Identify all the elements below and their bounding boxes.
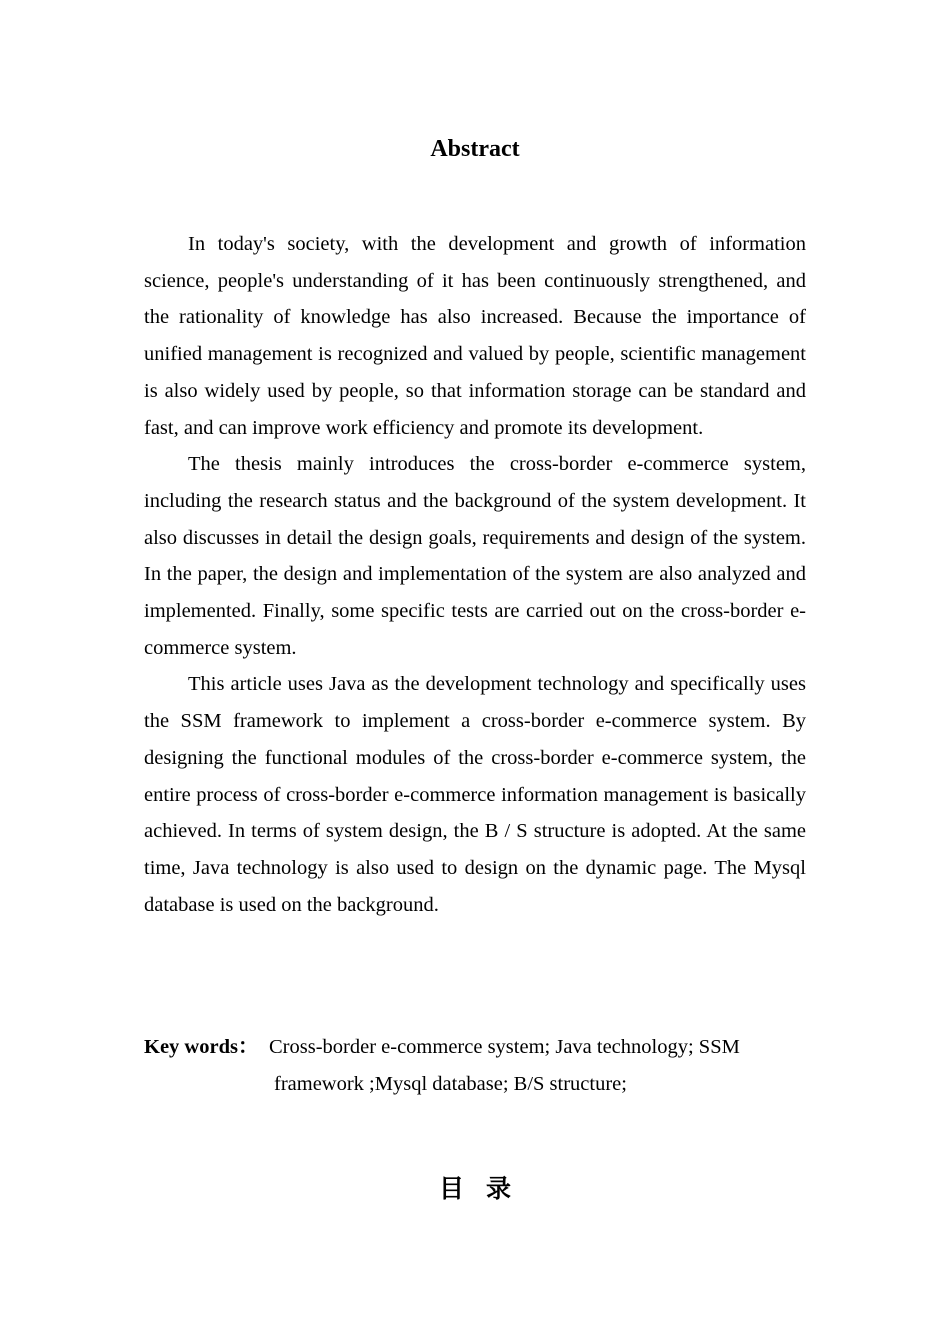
- table-of-contents-title: 目录: [438, 1174, 533, 1203]
- keywords-line-1: Cross-border e-commerce system; Java technology; SSM: [269, 1036, 740, 1058]
- keywords-line-2: framework ;Mysql database; B/S structure;: [274, 1072, 627, 1095]
- abstract-paragraph-3: This article uses Java as the development technology and specifically uses the SSM framework to implement a cross-border e-commerce system. By designing the functional modules of the cross-border e-commerce system, the entire process of cross-border e-commerce information management is basically achieved. In terms of system design, the B / S structure is adopted. At the same time, Java technology is also used to design on the dynamic page. The Mysql database is used on the background.: [144, 673, 806, 916]
- abstract-body: [144, 226, 806, 923]
- abstract-paragraph-1: In today's society, with the development and growth of information science, people's understanding of it has been continuously strengthened, and the rationality of knowledge has also increased. Because the importance of unified management is recognized and valued by people, scientific management is also widely used by people, so that information storage can be standard and fast, and can improve work efficiency and promote its development.: [144, 233, 806, 439]
- keywords-label: Key words：: [144, 1036, 259, 1058]
- keywords-section: [144, 1029, 806, 1102]
- abstract-paragraph-2: The thesis mainly introduces the cross-border e-commerce system, including the research status and the background of the system development. It also discusses in detail the design goals, requirements and design of the system. In the paper, the design and implementation of the system are also analyzed and implemented. Finally, some specific tests are carried out on the cross-border e-commerce system.: [144, 453, 806, 659]
- abstract-title: Abstract: [430, 136, 520, 162]
